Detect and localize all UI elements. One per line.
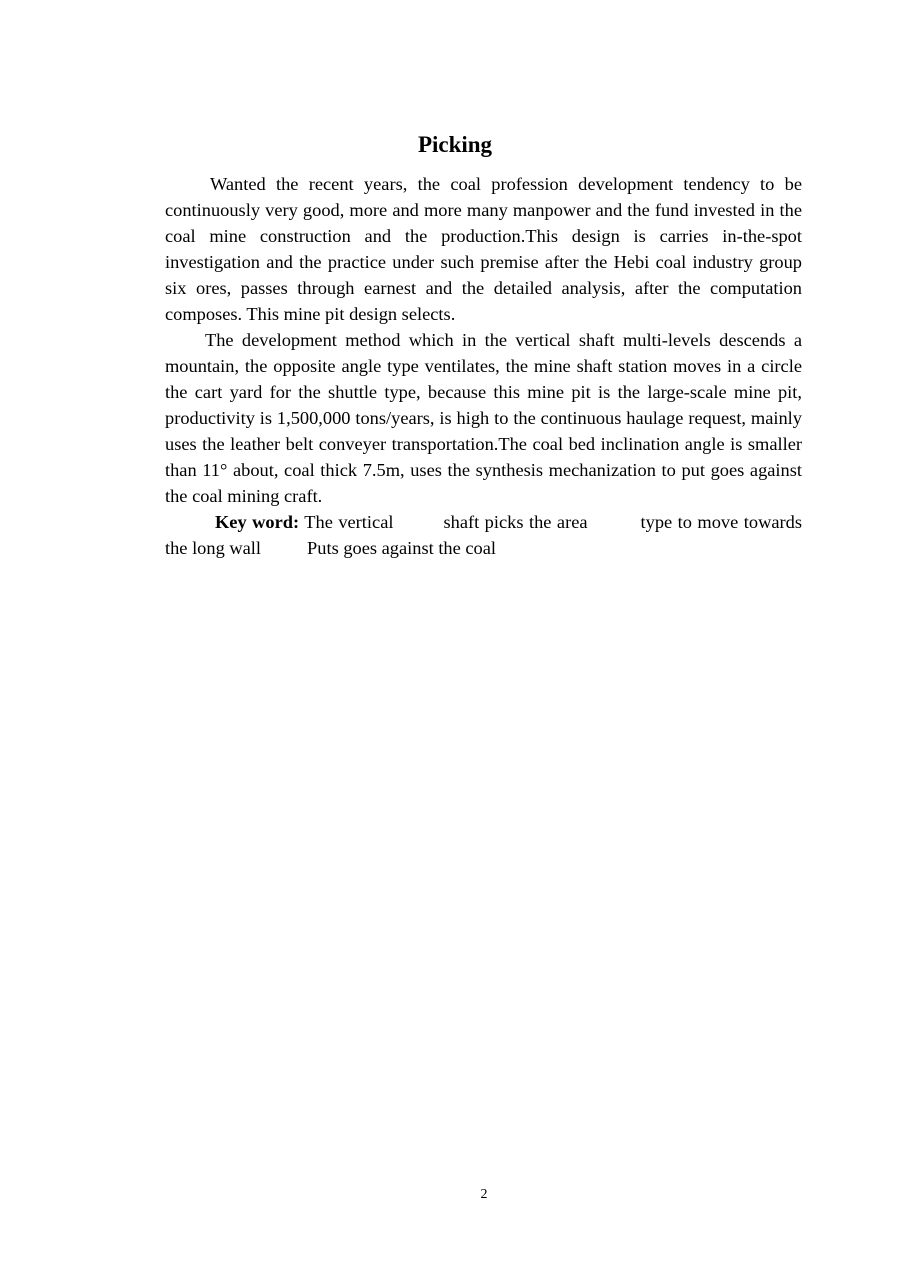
keyword-item: shaft picks the area xyxy=(443,512,588,532)
document-title: Picking xyxy=(417,132,493,157)
abstract-body xyxy=(165,171,802,561)
keyword-item: Puts goes against the coal xyxy=(307,538,497,558)
page-number: 2 xyxy=(480,1187,488,1202)
keyword-item: The vertical xyxy=(304,512,394,532)
keywords-label: Key word: xyxy=(215,512,300,532)
abstract-paragraph-1: Wanted the recent years, the coal profession development tendency to be continuously very good, more and more many manpower and the fund invested in the coal mine construction and the production.This design is carries in-the-spot investigation and the practice under such premise after the Hebi coal industry group six ores, passes through earnest and the detailed analysis, after the computation composes. This mine pit design selects. xyxy=(165,174,802,324)
abstract-paragraph-2: The development method which in the vertical shaft multi-levels descends a mountain, the opposite angle type ventilates, the mine shaft station moves in a circle the cart yard for the shuttle type, because this mine pit is the large-scale mine pit, productivity is 1,500,000 tons/years, is high to the continuous haulage request, mainly uses the leather belt conveyer transportation.The coal bed inclination angle is smaller than 11° about, coal thick 7.5m, uses the synthesis mechanization to put goes against the coal mining craft. xyxy=(165,330,802,506)
keywords-line xyxy=(165,509,802,561)
keyword-item: type to move towards the long wall xyxy=(165,512,802,558)
